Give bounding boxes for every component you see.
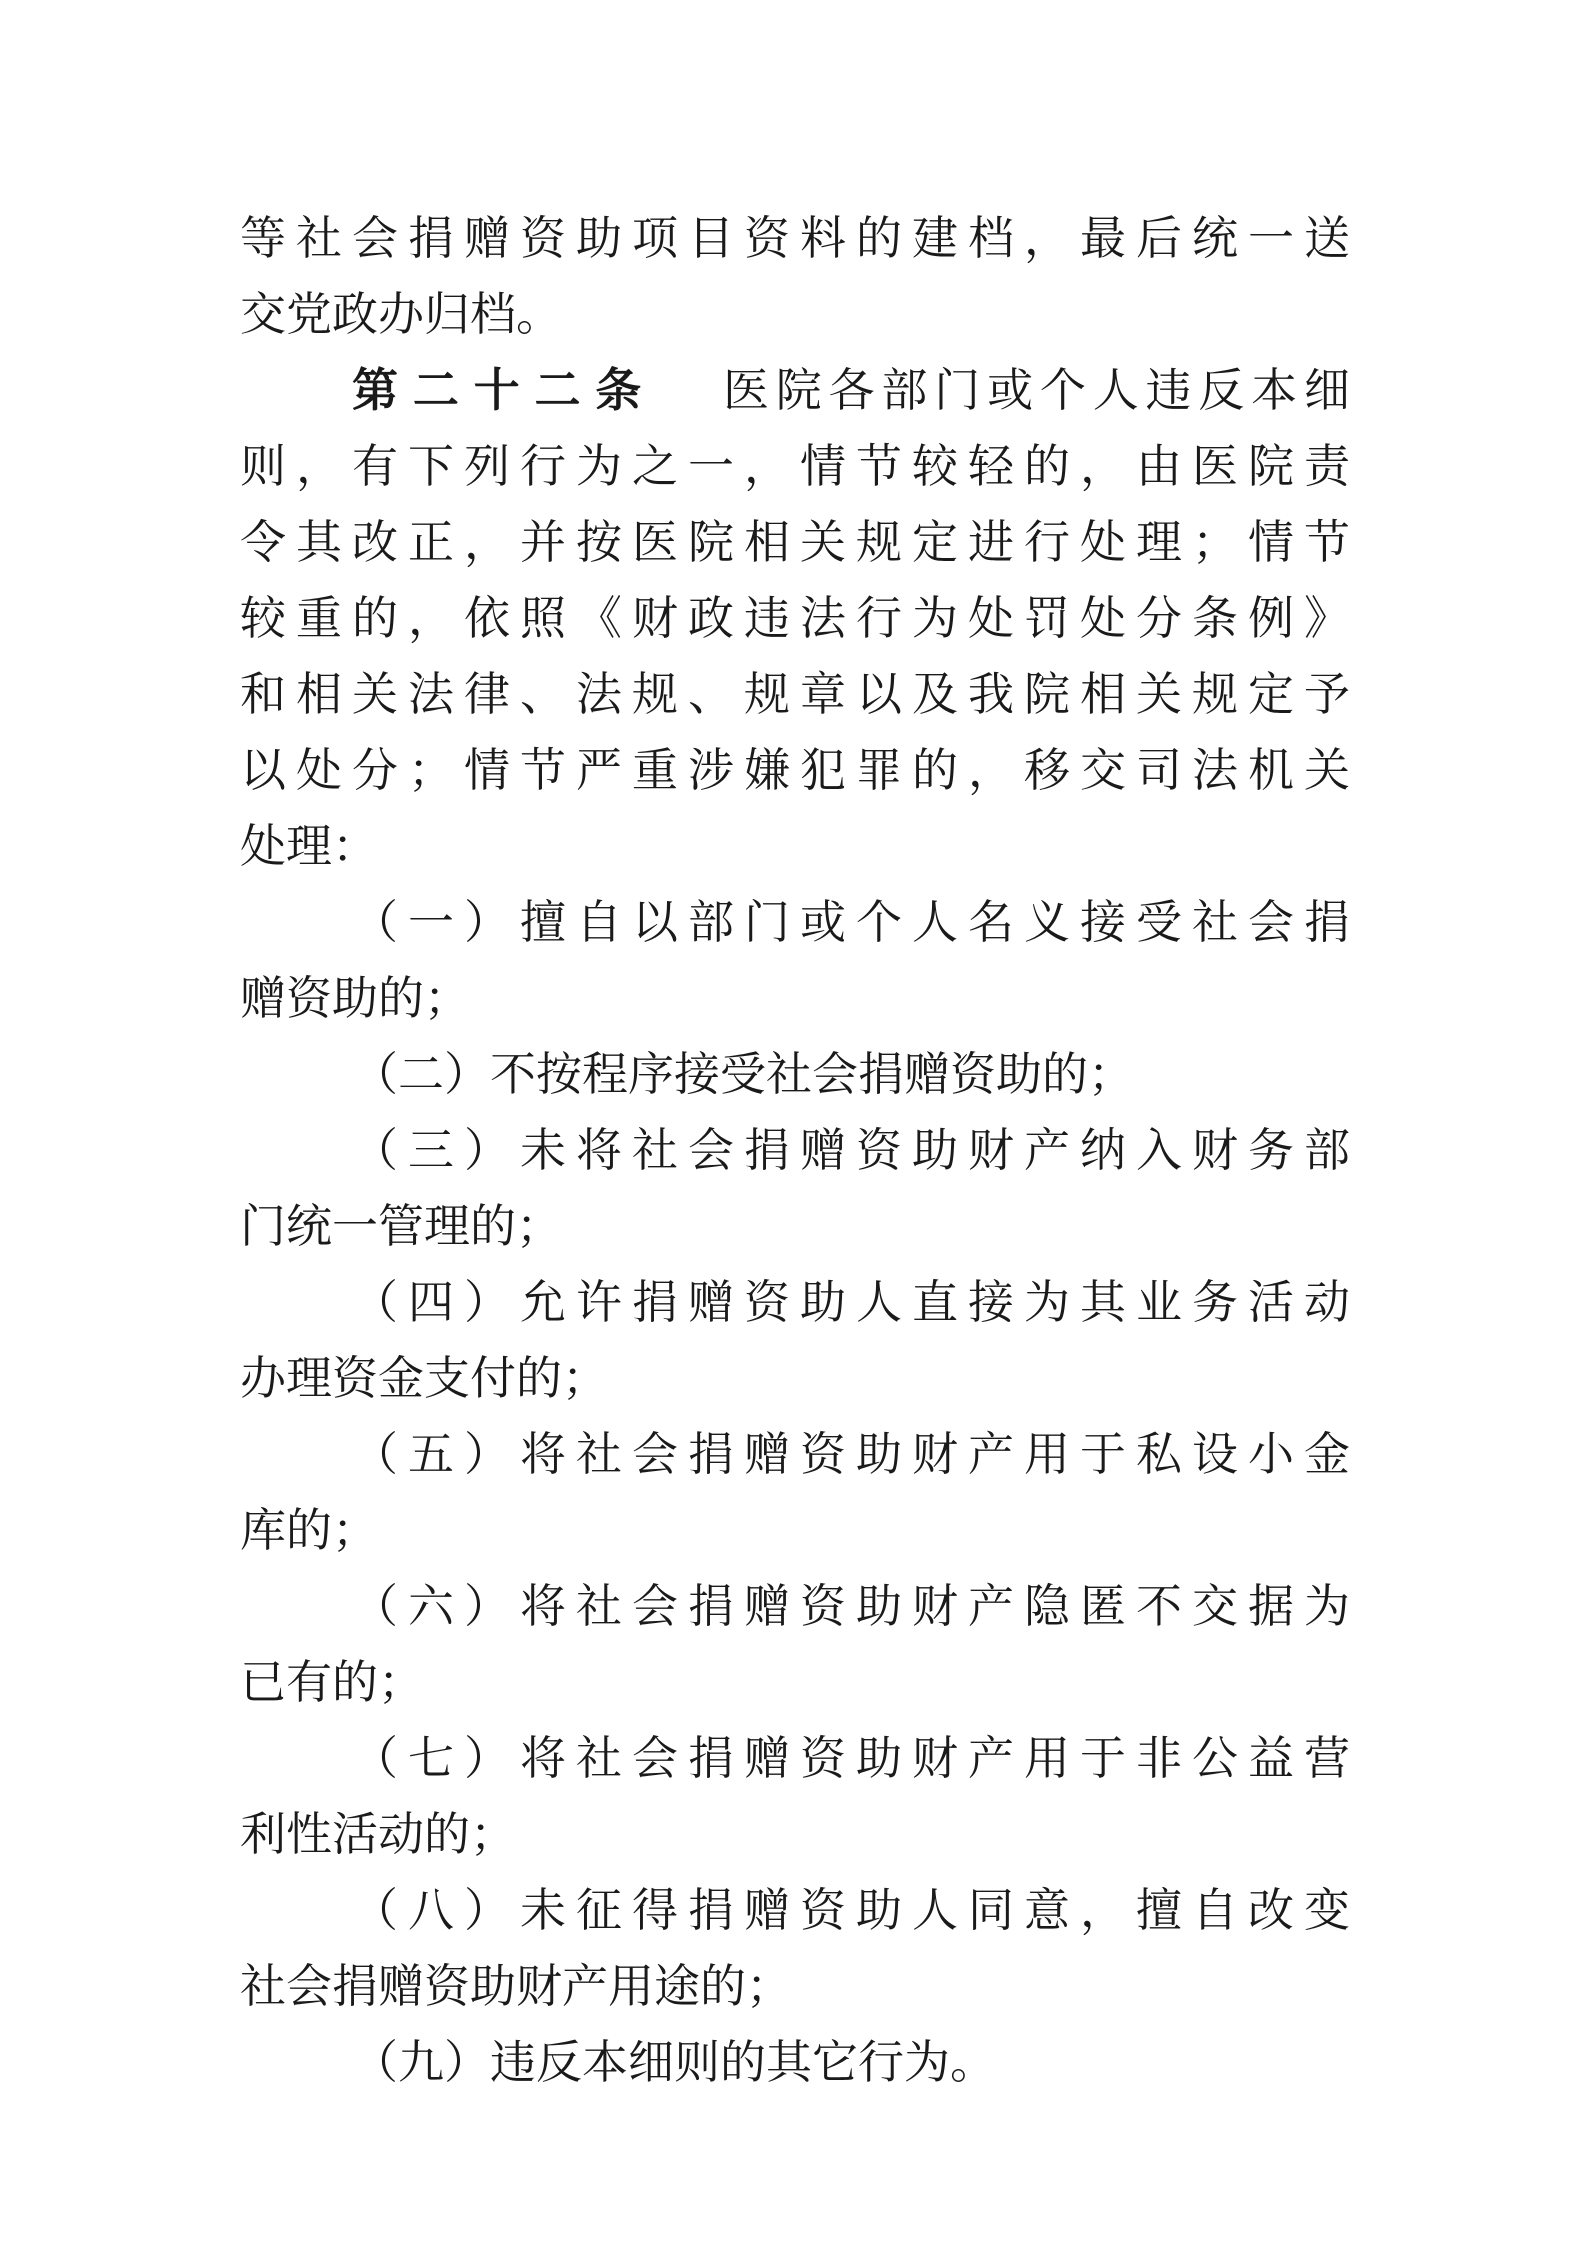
text-line: （八）未征得捐赠资助人同意，擅自改变 xyxy=(352,1883,1350,1937)
text-line: （六）将社会捐赠资助财产隐匿不交据为 xyxy=(352,1579,1350,1633)
text-line: （九）违反本细则的其它行为。 xyxy=(352,2035,996,2089)
article-text: 医院各部门或个人违反本细 xyxy=(716,363,1350,417)
text-line: 等社会捐赠资助项目资料的建档，最后统一送 xyxy=(240,211,1350,265)
text-line: 令其改正，并按医院相关规定进行处理；情节 xyxy=(240,515,1350,569)
article-heading: 第二十二条 xyxy=(352,363,657,417)
list-item xyxy=(240,884,1350,1036)
text-line: 以处分；情节严重涉嫌犯罪的，移交司法机关 xyxy=(240,743,1350,797)
text-line: （三）未将社会捐赠资助财产纳入财务部 xyxy=(352,1123,1350,1177)
text-line: 较重的，依照《财政违法行为处罚处分条例》 xyxy=(240,591,1350,645)
text-line xyxy=(240,352,1350,428)
text-line: （一）擅自以部门或个人名义接受社会捐 xyxy=(352,895,1350,949)
text-line: （五）将社会捐赠资助财产用于私设小金 xyxy=(352,1427,1350,1481)
text-line: （二）不按程序接受社会捐赠资助的； xyxy=(352,1047,1134,1101)
list-item xyxy=(240,1264,1350,1416)
text-line: 和相关法律、法规、规章以及我院相关规定予 xyxy=(240,667,1350,721)
list-item xyxy=(240,1036,1350,1112)
list-item xyxy=(240,2024,1350,2100)
text-line: （四）允许捐赠资助人直接为其业务活动 xyxy=(352,1275,1350,1329)
paragraph xyxy=(240,200,1350,352)
text-line: 则，有下列行为之一，情节较轻的，由医院责 xyxy=(240,439,1350,493)
text-line: 处理： xyxy=(240,819,378,873)
text-line: 库的； xyxy=(240,1503,378,1557)
list-item xyxy=(240,1872,1350,2024)
text-line: 交党政办归档。 xyxy=(240,287,562,341)
text-line: （七）将社会捐赠资助财产用于非公益营 xyxy=(352,1731,1350,1785)
list-item xyxy=(240,1568,1350,1720)
document-page xyxy=(240,200,1350,2100)
text-line: 社会捐赠资助财产用途的； xyxy=(240,1959,792,2013)
list-item xyxy=(240,1720,1350,1872)
article-paragraph xyxy=(240,352,1350,884)
list-item xyxy=(240,1416,1350,1568)
text-line: 利性活动的； xyxy=(240,1807,516,1861)
text-line: 门统一管理的； xyxy=(240,1199,562,1253)
text-line: 赠资助的； xyxy=(240,971,470,1025)
list-item xyxy=(240,1112,1350,1264)
text-line: 办理资金支付的； xyxy=(240,1351,608,1405)
text-line: 已有的； xyxy=(240,1655,424,1709)
